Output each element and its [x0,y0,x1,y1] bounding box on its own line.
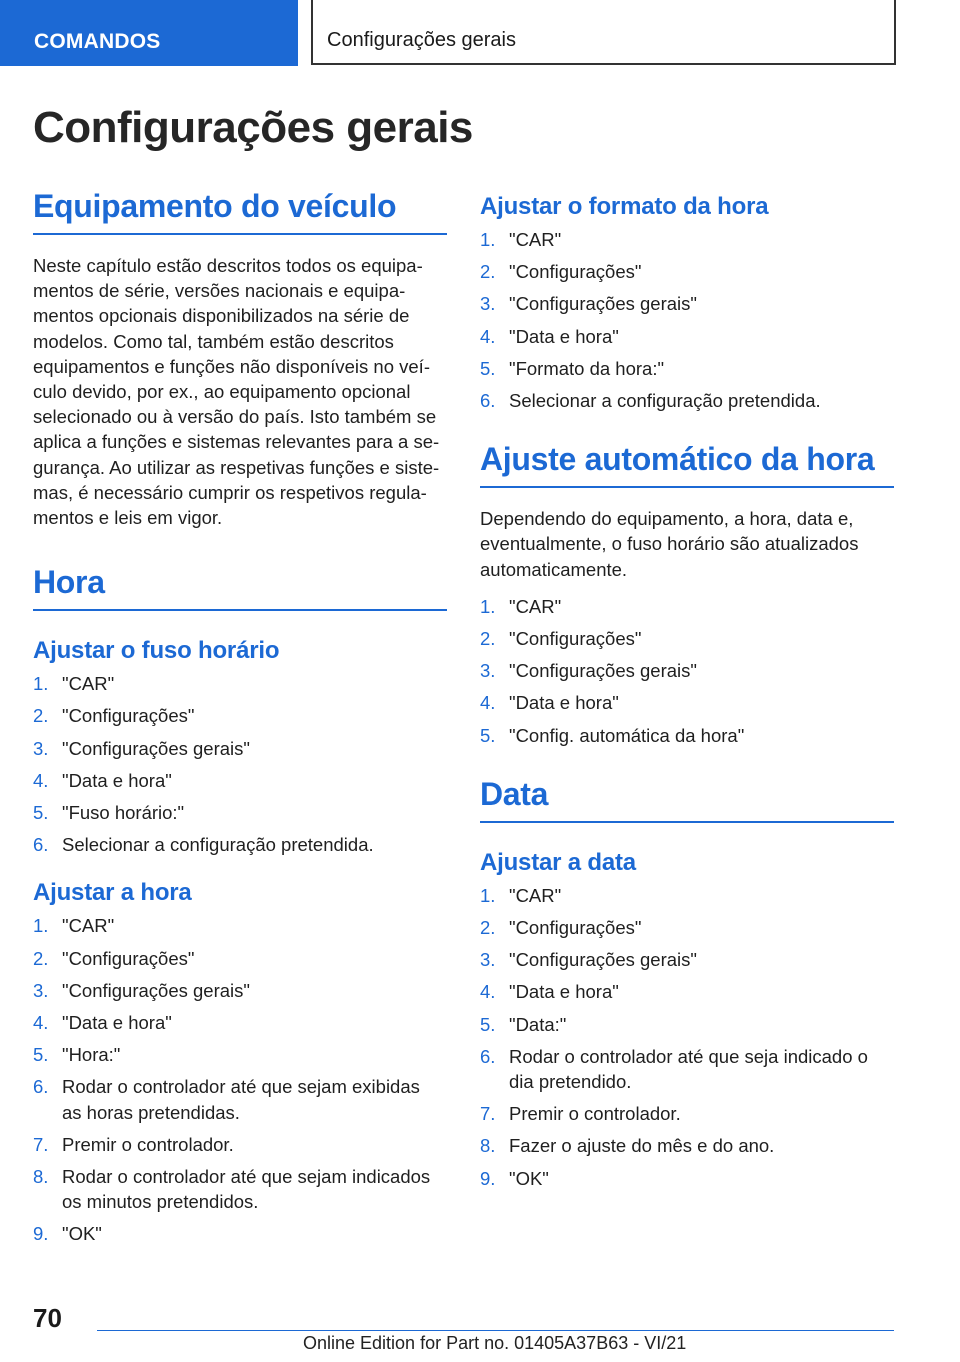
step-text: "OK" [509,1167,549,1189]
paragraph-line: eventualmente, o fuso horário são atualizados [480,533,859,555]
step-number: 1. [480,595,496,617]
list-item [480,626,894,651]
step-number: 1. [480,229,496,250]
step-number: 5. [33,1044,49,1066]
list-item [480,356,894,381]
step-line: os minutos pretendidos. [62,1191,259,1213]
paragraph-line: selecionado ou à versão do país. Isto também se [33,406,437,428]
fuso-steps [33,671,447,857]
list-item [480,658,894,683]
paragraph-line: mas, é necessário cumprir os respetivos regula‐ [33,481,427,503]
list-item [480,1012,894,1037]
step-number: 2. [33,947,49,969]
list-item [480,388,894,413]
list-item [480,690,894,715]
step-line: Rodar o controlador até que sejam indicados [62,1166,431,1188]
step-text: "CAR" [509,884,562,906]
paragraph-line: equipamentos e funções não disponíveis no veí‐ [33,355,430,377]
heading-formato-hora: Ajustar o formato da hora [480,193,769,220]
step-number: 2. [480,261,496,283]
step-number: 3. [33,979,49,1001]
step-text: "CAR" [509,229,562,250]
list-item [33,768,447,793]
step-number: 2. [480,628,496,650]
step-text [62,1074,447,1124]
heading-ajustar-hora: Ajustar a hora [33,879,192,907]
list-item [480,947,894,972]
list-item [33,1042,447,1067]
list-item [33,1164,447,1214]
paragraph-line: aplica a funções e sistemas relevantes para a se‐ [33,431,440,453]
step-text: "Data e hora" [62,1012,172,1034]
list-item [480,259,894,284]
step-text: "Configurações gerais" [509,949,697,971]
ajuste-automatico-paragraph [480,506,894,582]
paragraph-line: mentos de série, versões nacionais e equipa‐ [33,280,406,302]
list-item [480,1166,894,1191]
paragraph-line: Dependendo do equipamento, a hora, data e, [480,508,854,530]
step-text: Selecionar a configuração pretendida. [62,834,374,856]
list-item [480,1044,894,1094]
step-number: 6. [480,1045,496,1067]
step-text: "Data e hora" [509,692,619,714]
page-number: 70 [33,1303,62,1333]
list-item [480,915,894,940]
equipamento-paragraph [33,253,447,530]
step-number: 5. [480,1013,496,1035]
heading-equipamento: Equipamento do veículo [33,188,447,235]
chapter-tab: COMANDOS [0,0,298,66]
step-number: 5. [480,357,496,379]
list-item [480,883,894,908]
step-text: "Configurações gerais" [509,293,697,315]
hora-steps [33,913,447,1246]
step-number: 6. [480,390,496,412]
list-item [480,723,894,748]
step-text [62,1164,447,1214]
step-text: "Configurações gerais" [509,660,697,682]
step-line: Rodar o controlador até que seja indicado o [509,1045,868,1067]
left-column [33,188,447,1254]
list-item [480,291,894,316]
step-text: "Configurações" [62,705,195,727]
list-item [480,227,894,252]
step-text: "Configurações" [509,628,642,650]
list-item [33,736,447,761]
list-item [33,978,447,1003]
step-text: "Data:" [509,1013,567,1035]
step-text: "Data e hora" [62,769,172,791]
step-text [509,1044,894,1094]
step-number: 7. [480,1103,496,1125]
step-number: 1. [480,884,496,906]
list-item [480,979,894,1004]
step-number: 1. [33,673,49,695]
paragraph-line: culo devido, por ex., ao equipamento opcional [33,381,411,403]
step-text: "CAR" [509,595,562,617]
list-item [33,703,447,728]
step-text: Fazer o ajuste do mês e do ano. [509,1135,775,1157]
step-line: as horas pretendidas. [62,1101,240,1123]
step-text: "Formato da hora:" [509,357,665,379]
step-number: 7. [33,1133,49,1155]
step-number: 3. [480,660,496,682]
list-item [33,832,447,857]
paragraph-line: Neste capítulo estão descritos todos os equipa‐ [33,255,423,276]
step-text: "Fuso horário:" [62,802,185,824]
step-text: "Data e hora" [509,981,619,1003]
paragraph-line: mentos e leis em vigor. [33,507,223,529]
list-item [33,1074,447,1124]
step-number: 2. [480,917,496,939]
step-number: 9. [480,1167,496,1189]
heading-fuso-horario: Ajustar o fuso horário [33,637,280,665]
step-number: 3. [480,293,496,315]
step-number: 4. [33,1012,49,1034]
step-text: Premir o controlador. [509,1103,681,1125]
step-text: Selecionar a configuração pretendida. [509,390,821,412]
page-title: Configurações gerais [33,103,473,152]
auto-steps [480,594,894,748]
list-item [33,913,447,938]
list-item [33,1221,447,1246]
heading-ajustar-data: Ajustar a data [480,848,636,876]
step-text: "Configurações" [509,917,642,939]
step-number: 4. [480,692,496,714]
footer-edition: Online Edition for Part no. 01405A37B63 - VI/21 [303,1333,687,1353]
step-number: 5. [33,802,49,824]
list-item [480,324,894,349]
right-column [480,188,894,1198]
step-text: "Configurações gerais" [62,979,250,1001]
paragraph-line: automaticamente. [480,558,628,580]
step-line: Rodar o controlador até que sejam exibidas [62,1076,420,1098]
step-text: "CAR" [62,673,115,695]
paragraph-line: mentos opcionais disponibilizados na série de [33,305,410,327]
step-text: "Configurações" [62,947,195,969]
step-line: dia pretendido. [509,1071,632,1093]
step-text: "OK" [62,1223,102,1245]
step-text: Premir o controlador. [62,1133,234,1155]
heading-ajuste-automatico: Ajuste automático da hora [480,441,894,488]
heading-data: Data [480,776,894,823]
step-number: 4. [480,981,496,1003]
step-number: 8. [480,1135,496,1157]
step-number: 9. [33,1223,49,1245]
step-text: "CAR" [62,915,115,937]
step-number: 8. [33,1166,49,1188]
step-text: "Hora:" [62,1044,121,1066]
step-number: 6. [33,834,49,856]
heading-hora: Hora [33,564,447,611]
step-number: 6. [33,1076,49,1098]
step-number: 1. [33,915,49,937]
list-item [33,1010,447,1035]
step-number: 4. [480,325,496,347]
data-steps [480,883,894,1191]
step-number: 5. [480,724,496,746]
list-item [33,946,447,971]
list-item [480,594,894,619]
step-number: 2. [33,705,49,727]
paragraph-line: gurança. Ao utilizar as respetivas funções e siste‐ [33,456,440,478]
step-text: "Data e hora" [509,325,619,347]
list-item [33,671,447,696]
footer-divider [97,1330,894,1331]
list-item [480,1133,894,1158]
list-item [33,1132,447,1157]
list-item [480,1101,894,1126]
formato-steps [480,227,894,413]
step-number: 4. [33,769,49,791]
step-text: "Config. automática da hora" [509,724,745,746]
list-item [33,800,447,825]
paragraph-line: modelos. Como tal, também estão descritos [33,330,394,352]
step-text: "Configurações" [509,261,642,283]
step-text: "Configurações gerais" [62,737,250,759]
section-header: Configurações gerais [311,0,896,65]
step-number: 3. [33,737,49,759]
step-number: 3. [480,949,496,971]
